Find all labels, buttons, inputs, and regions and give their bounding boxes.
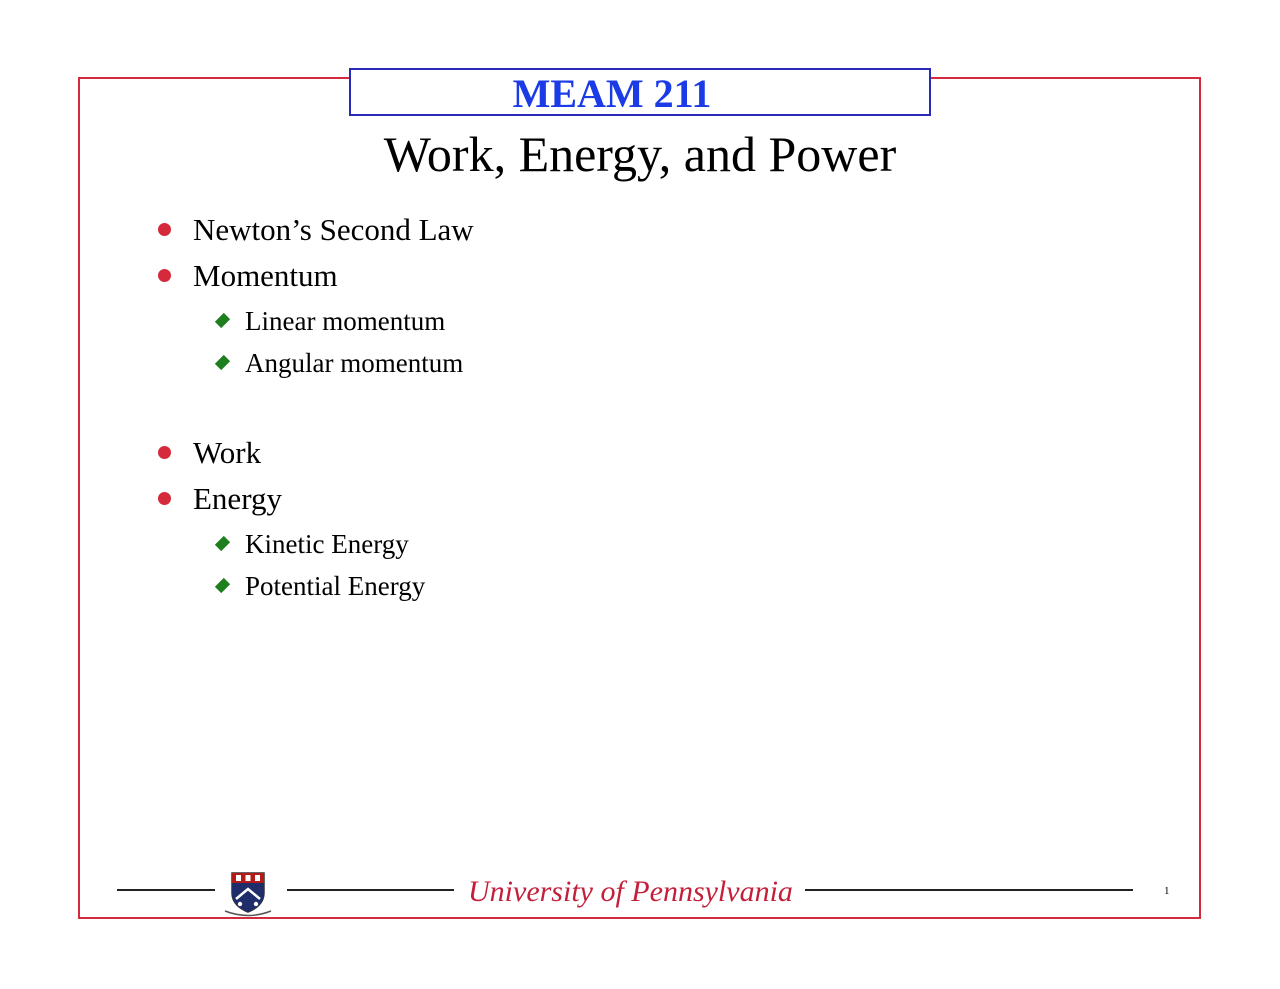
bullet-label: Momentum [193,258,338,293]
footer-rule-left [117,889,215,891]
page-number: 1 [1164,885,1170,897]
bullet-label: Work [193,435,262,470]
sub-bullet-potential-energy [214,570,425,602]
slide-title: Work, Energy, and Power [383,126,897,182]
green-diamond-icon [215,355,230,370]
green-diamond-icon [215,536,230,551]
red-dot-icon [158,223,171,236]
sub-bullet-linear-momentum [214,305,445,337]
red-dot-icon [158,446,171,459]
university-name: University of Pennsylvania [468,875,793,908]
course-label: MEAM 211 [512,71,712,116]
footer-rule-center [287,889,454,891]
green-diamond-icon [215,313,230,328]
red-dot-icon [158,492,171,505]
sub-bullet-label: Kinetic Energy [245,529,409,559]
sub-bullet-label: Linear momentum [245,306,446,336]
footer-rule-right [805,889,1133,891]
course-box [349,68,931,116]
green-diamond-icon [215,578,230,593]
sub-bullet-label: Angular momentum [245,348,464,378]
bullet-newtons-second-law [158,212,474,248]
bullet-energy [158,481,282,517]
sub-bullet-kinetic-energy [214,528,409,560]
red-dot-icon [158,269,171,282]
bullet-work [158,435,261,471]
bullet-label: Newton’s Second Law [193,212,474,247]
sub-bullet-angular-momentum [214,347,463,379]
bullet-momentum [158,258,338,294]
sub-bullet-label: Potential Energy [245,571,426,601]
bullet-label: Energy [193,481,282,516]
penn-shield-crest-icon [222,871,274,917]
